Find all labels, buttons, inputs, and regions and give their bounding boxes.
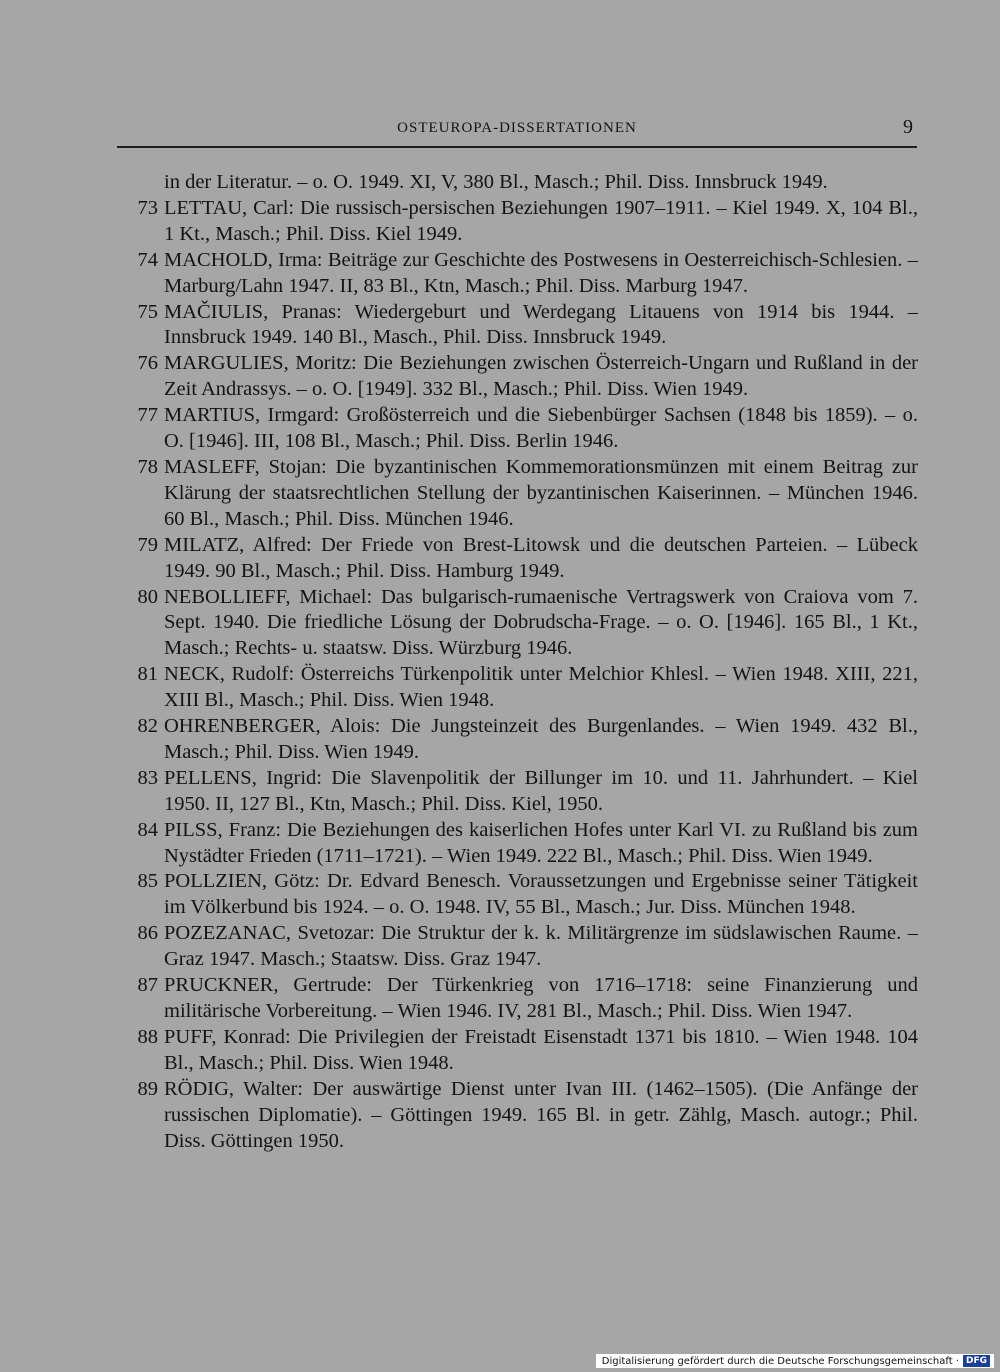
entry-text: MARGULIES, Moritz: Die Beziehungen zwischen Österreich-Ungarn und Rußland in der Zeit Andrassys. – o. O. [1949]. 332 Bl., Masch.; Phil. Diss. Wien 1949. [164, 352, 918, 401]
bibliography-entry [118, 869, 918, 921]
entry-text: POLLZIEN, Götz: Dr. Edvard Benesch. Voraussetzungen und Ergebnisse seiner Tätigkeit im Völkerbund bis 1924. – o. O. 1948. IV, 55 Bl., Masch.; Jur. Diss. München 1948. [164, 870, 918, 919]
entry-text: MACHOLD, Irma: Beiträge zur Geschichte des Postwesens in Oesterreichisch-Schlesien. – Marburg/Lahn 1947. II, 83 Bl., Ktn, Masch.; Phil. Diss. Marburg 1947. [164, 248, 918, 297]
entry-text: NEBOLLIEFF, Michael: Das bulgarisch-rumaenische Vertragswerk von Craiova vom 7. Sept. 1940. Die friedliche Lösung der Dobrudscha-Frage. – o. O. [1946]. 165 Bl., 1 Kt., Masch.; Rechts- u. staatsw. Diss. Würzburg 1946. [164, 585, 918, 660]
entry-number: 76 [137, 352, 158, 375]
page-number: 9 [903, 116, 913, 138]
entry-number: 81 [137, 663, 158, 686]
entry-text: MARTIUS, Irmgard: Großösterreich und die Siebenbürger Sachsen (1848 bis 1859). – o. O. [1946]. III, 108 Bl., Masch.; Phil. Diss. Berlin 1946. [164, 404, 918, 453]
dfg-logo: DFG [963, 1355, 990, 1367]
entry-number: 82 [137, 715, 158, 738]
entry-number: 86 [137, 922, 158, 945]
entry-number: 87 [137, 974, 158, 997]
entry-number: 83 [137, 766, 158, 789]
entry-text: PILSS, Franz: Die Beziehungen des kaiserlichen Hofes unter Karl VI. zu Rußland bis zum Nystädter Frieden (1711–1721). – Wien 1949. 222 Bl., Masch.; Phil. Diss. Wien 1949. [164, 818, 918, 867]
bibliography-entry [118, 818, 918, 870]
bibliography-entry [118, 585, 918, 663]
entry-text: PELLENS, Ingrid: Die Slavenpolitik der Billunger im 10. und 11. Jahrhundert. – Kiel 1950. II, 127 Bl., Ktn, Masch.; Phil. Diss. Kiel, 1950. [164, 766, 918, 815]
bibliography-entry [118, 455, 918, 533]
entry-number: 88 [137, 1025, 158, 1048]
entry-number: 75 [137, 300, 158, 323]
footer-text: Digitalisierung gefördert durch die Deutsche Forschungsgemeinschaft · [601, 1355, 959, 1367]
entry-text: RÖDIG, Walter: Der auswärtige Dienst unter Ivan III. (1462–1505). (Die Anfänge der russischen Diplomatie). – Göttingen 1949. 165 Bl. in getr. Zählg, Masch. autogr.; Phil. Diss. Göttingen 1950. [164, 1077, 918, 1152]
entry-text: LETTAU, Carl: Die russisch-persischen Beziehungen 1907–1911. – Kiel 1949. X, 104 Bl., 1 Kt., Masch.; Phil. Diss. Kiel 1949. [164, 196, 918, 245]
bibliography-entry [118, 766, 918, 818]
entry-text: in der Literatur. – o. O. 1949. XI, V, 380 Bl., Masch.; Phil. Diss. Innsbruck 1949. [164, 171, 828, 193]
bibliography-entry [118, 403, 918, 455]
entry-text: MILATZ, Alfred: Der Friede von Brest-Litowsk und die deutschen Parteien. – Lübeck 1949. 90 Bl., Masch.; Phil. Diss. Hamburg 1949. [164, 533, 918, 582]
bibliography-entry [118, 300, 918, 352]
entry-text: MAČIULIS, Pranas: Wiedergeburt und Werdegang Litauens von 1914 bis 1944. – Innsbruck 1949. 140 Bl., Masch., Phil. Diss. Innsbruck 1949. [164, 300, 918, 349]
entry-text: PUFF, Konrad: Die Privilegien der Freistadt Eisenstadt 1371 bis 1810. – Wien 1948. 104 Bl., Masch.; Phil. Diss. Wien 1948. [164, 1025, 918, 1074]
bibliography-entry [118, 170, 918, 196]
entry-number: 85 [137, 870, 158, 893]
bibliography-entry [118, 248, 918, 300]
entry-number: 89 [137, 1077, 158, 1100]
bibliography-entry [118, 1077, 918, 1155]
entry-number: 74 [137, 248, 158, 271]
entry-text: NECK, Rudolf: Österreichs Türkenpolitik unter Melchior Khlesl. – Wien 1948. XIII, 221, XIII Bl., Masch.; Phil. Diss. Wien 1948. [164, 663, 918, 712]
bibliography-entry [118, 921, 918, 973]
digitization-footer [596, 1354, 994, 1368]
entry-text: MASLEFF, Stojan: Die byzantinischen Kommemorationsmünzen mit einem Beitrag zur Klärung der staatsrechtlichen Stellung der byzantinischen Kaiserinnen. – München 1946. 60 Bl., Masch.; Phil. Diss. München 1946. [164, 455, 918, 530]
entry-number: 78 [137, 455, 158, 478]
entry-text: PRUCKNER, Gertrude: Der Türkenkrieg von 1716–1718: seine Finanzierung und militärische Vorbereitung. – Wien 1946. IV, 281 Bl., Masch.; Phil. Diss. Wien 1947. [164, 974, 918, 1022]
header-title: OSTEUROPA-DISSERTATIONEN [397, 120, 637, 136]
entry-number: 77 [137, 404, 158, 427]
bibliography-entry [118, 973, 918, 1025]
bibliography-entry [118, 1025, 918, 1077]
entry-number: 79 [137, 533, 158, 556]
bibliography-entry [118, 662, 918, 714]
bibliography-list [118, 170, 918, 1154]
running-header [117, 116, 917, 148]
entry-text: POZEZANAC, Svetozar: Die Struktur der k. k. Militärgrenze im südslawischen Raume. – Graz 1947. Masch.; Staatsw. Diss. Graz 1947. [164, 922, 918, 971]
entry-number: 73 [137, 196, 158, 219]
entry-number: 80 [137, 585, 158, 608]
bibliography-entry [118, 714, 918, 766]
entry-text: OHRENBERGER, Alois: Die Jungsteinzeit des Burgenlandes. – Wien 1949. 432 Bl., Masch.; Phil. Diss. Wien 1949. [164, 715, 918, 763]
bibliography-entry [118, 533, 918, 585]
bibliography-entry [118, 351, 918, 403]
entry-number: 84 [137, 818, 158, 841]
bibliography-entry [118, 196, 918, 248]
